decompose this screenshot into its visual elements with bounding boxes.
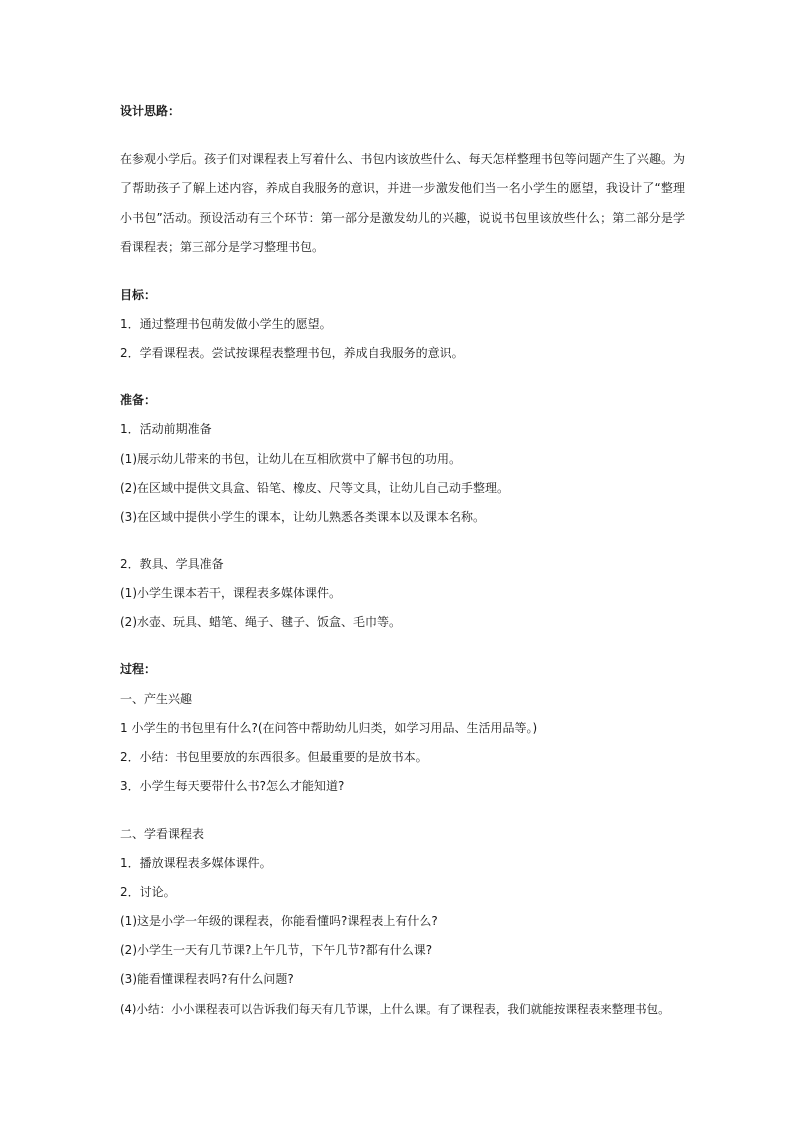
process-item: 3．小学生每天要带什么书?怎么才能知道?	[120, 779, 345, 793]
prep-group2-title: 2．教具、学具准备	[120, 557, 224, 571]
prep-group1-title: 1．活动前期准备	[120, 422, 212, 436]
prep-item: (1)小学生课本若干，课程表多媒体课件。	[120, 586, 341, 600]
design-heading: 设计思路：	[120, 104, 181, 118]
goal-item: 1．通过整理书包萌发做小学生的愿望。	[120, 317, 332, 331]
design-paragraph: 在参观小学后。孩子们对课程表上写着什么、书包内该放些什么、每天怎样整理书包等问题产生了兴趣。为了帮助孩子了解上述内容，养成自我服务的意识，并进一步激发他们当一名小学生的愿望，我设计了“整理小书包”活动。预设活动有三个环节：第一部分是激发幼儿的兴趣，说说书包里该放些什么；第二部分是学看课程表；第三部分是学习整理书包。	[120, 152, 685, 254]
process-item: 1．播放课程表多媒体课件。	[120, 856, 272, 870]
process-item: (4)小结：小小课程表可以告诉我们每天有几节课，上什么课。有了课程表，我们就能按课程表来整理书包。	[120, 1002, 670, 1016]
process-item: (1)这是小学一年级的课程表，你能看懂吗?课程表上有什么?	[120, 914, 438, 928]
prep-item: (1)展示幼儿带来的书包，让幼儿在互相欣赏中了解书包的功用。	[120, 452, 462, 466]
prep-item: (3)在区域中提供小学生的课本，让幼儿熟悉各类课本以及课本名称。	[120, 510, 486, 524]
prep-item: (2)水壶、玩具、蜡笔、绳子、毽子、饭盒、毛巾等。	[120, 615, 402, 629]
process-item: (3)能看懂课程表吗?有什么问题?	[120, 972, 294, 986]
process-part1-title: 一、产生兴趣	[120, 692, 193, 706]
goal-item: 2．学看课程表。尝试按课程表整理书包，养成自我服务的意识。	[120, 346, 464, 360]
process-item: 2．讨论。	[120, 885, 176, 899]
process-part2-title: 二、学看课程表	[120, 827, 205, 841]
prep-heading: 准备：	[120, 393, 157, 407]
process-item: 2．小结：书包里要放的东西很多。但最重要的是放书本。	[120, 750, 428, 764]
process-item: (2)小学生一天有几节课?上午几节，下午几节?都有什么课?	[120, 943, 433, 957]
process-item: 1 小学生的书包里有什么?(在问答中帮助幼儿归类，如学习用品、生活用品等。)	[120, 721, 538, 735]
prep-item: (2)在区域中提供文具盒、铅笔、橡皮、尺等文具，让幼儿自己动手整理。	[120, 481, 510, 495]
process-heading: 过程：	[120, 662, 157, 676]
goals-heading: 目标：	[120, 288, 157, 302]
